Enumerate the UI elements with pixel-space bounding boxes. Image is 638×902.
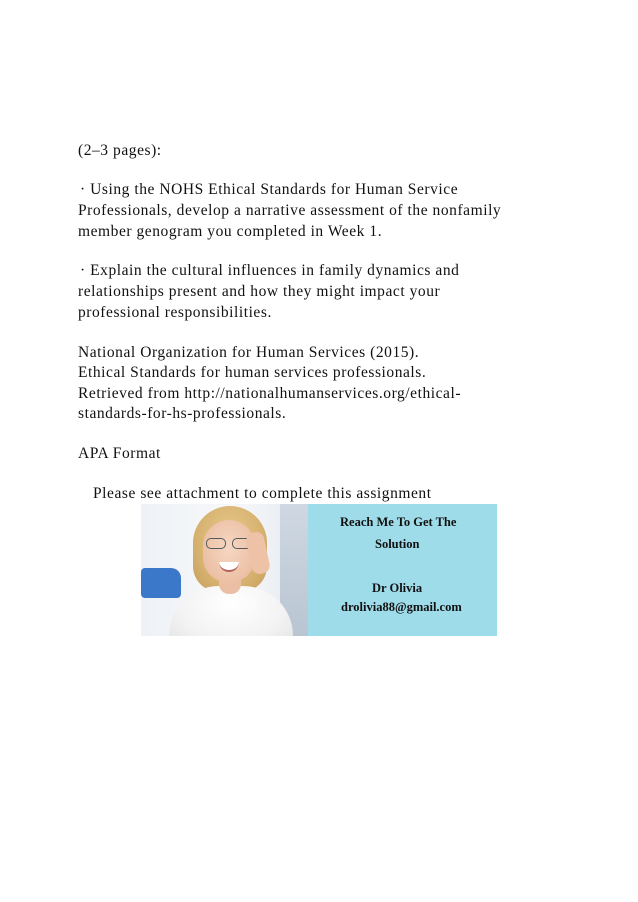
contact-email: drolivia88@gmail.com <box>341 600 462 614</box>
contact-banner <box>141 504 497 636</box>
attachment-note: Please see attachment to complete this assignment <box>93 485 432 502</box>
bullet-1-line-3: member genogram you completed in Week 1. <box>78 223 383 240</box>
woman-photo <box>141 504 308 636</box>
reference-line-2: Ethical Standards for human services professionals. <box>78 364 427 381</box>
contact-name: Dr Olivia <box>372 581 423 595</box>
bullet-2-line-2: relationships present and how they might impact your <box>78 283 441 300</box>
apa-format-label: APA Format <box>78 445 161 462</box>
reference-line-3: Retrieved from http://nationalhumanservices.org/ethical- <box>78 385 462 402</box>
bullet-2-line-3: professional responsibilities. <box>78 304 272 321</box>
banner-headline-line-1: Reach Me To Get The <box>340 515 457 529</box>
reference-line-1: National Organization for Human Services (2015). <box>78 344 420 361</box>
bullet-1-line-2: Professionals, develop a narrative assessment of the nonfamily <box>78 202 502 219</box>
bullet-1-line-1: · Using the NOHS Ethical Standards for Human Service <box>80 181 459 198</box>
banner-headline-line-2: Solution <box>375 537 420 551</box>
contact-info-panel <box>308 504 497 636</box>
bullet-2-line-1: · Explain the cultural influences in family dynamics and <box>80 262 460 279</box>
heading-pages: (2–3 pages): <box>78 142 162 159</box>
reference-line-4: standards-for-hs-professionals. <box>78 405 287 422</box>
